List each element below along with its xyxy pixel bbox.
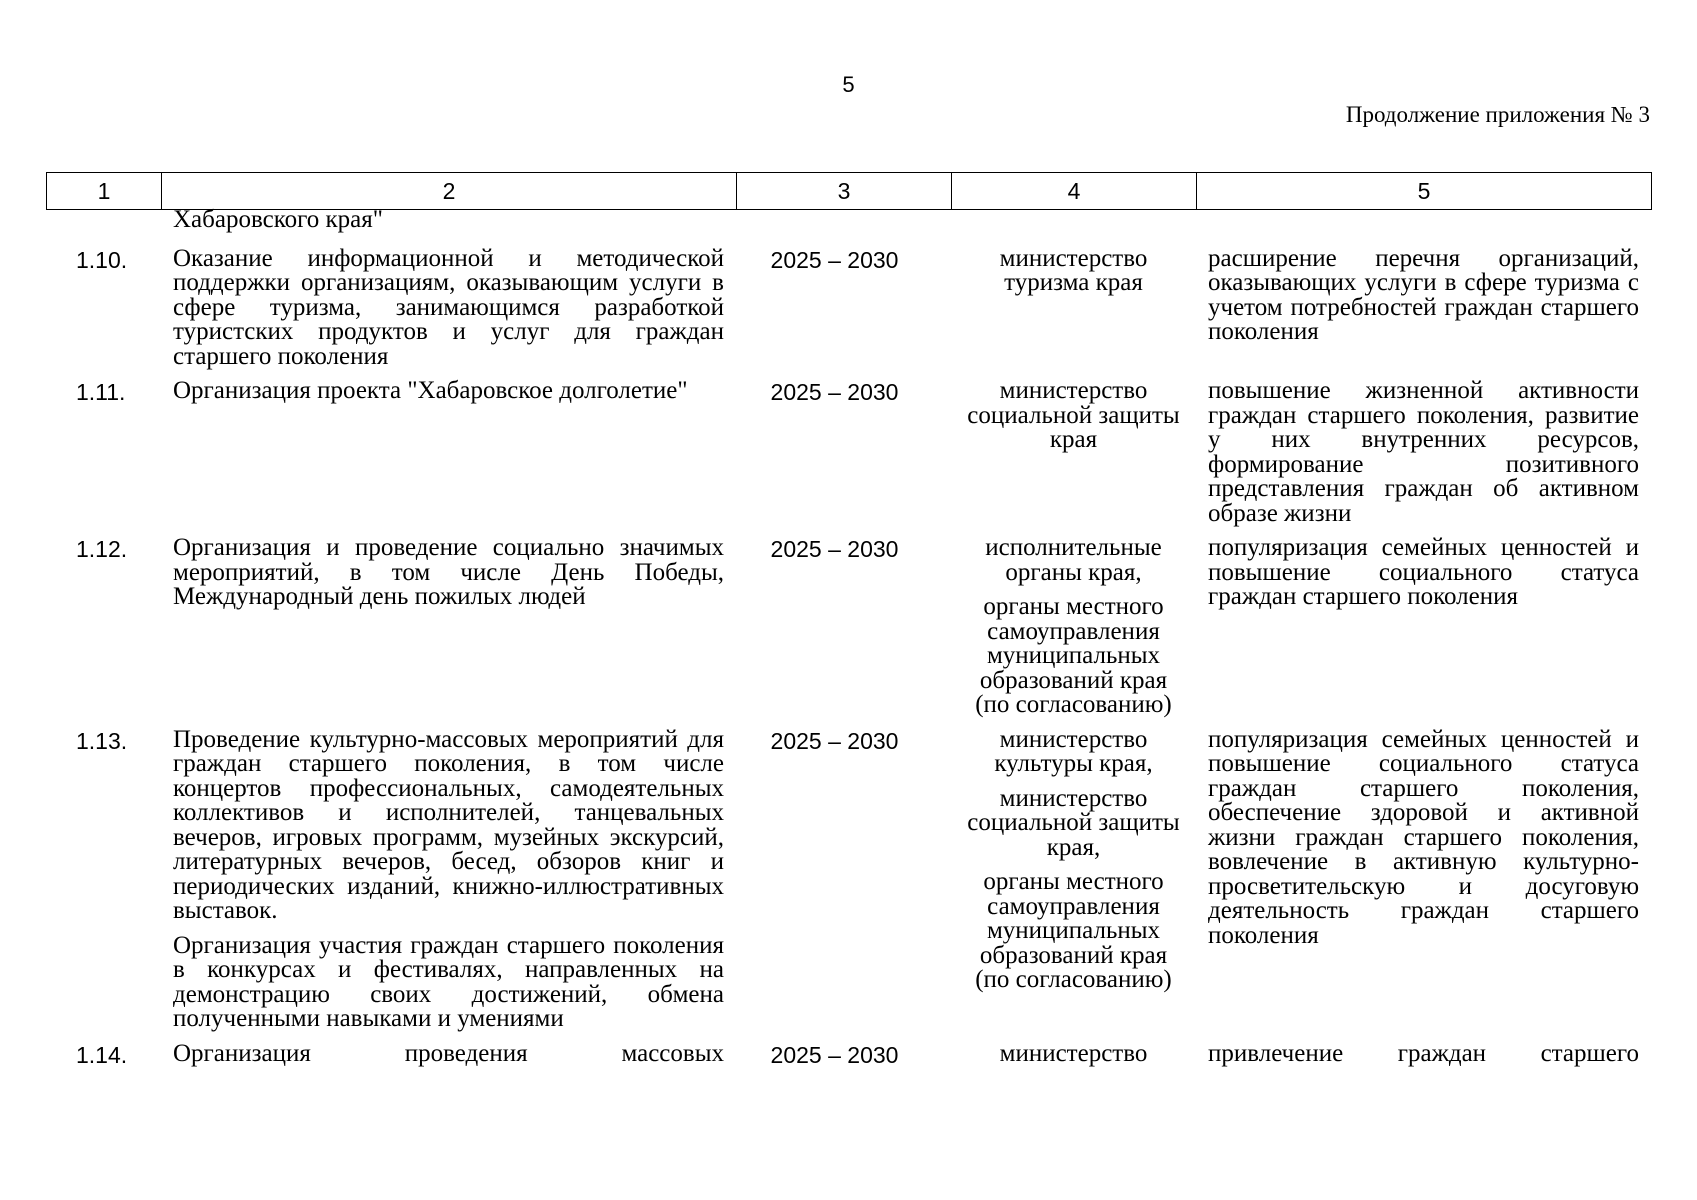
executor: министерство культуры края, [994,725,1153,777]
expected-result: популяризация семейных ценностей и повышение социального статуса граждан старшего поколения, обеспечение здоровой и активной жизни граждан старшего поколения, вовлечение в активную культурно-просветительскую и досуговую деятельность граждан старшего поколения [1208,725,1639,949]
table-row [46,536,1651,728]
continuation-label: Продолжение приложения № 3 [1345,102,1650,127]
table-row [46,244,1651,380]
row-number: 1.10. [76,246,128,273]
executors [951,379,1196,453]
period: 2025 – 2030 [770,379,899,405]
expected-result: расширение перечня организаций, оказывающих услуги в сфере туризма с учетом потребностей граждан старшего поколения [1208,244,1639,345]
description-paragraph: Организация участия граждан старшего поколения в конкурсах и фестивалях, направленных на демонстрацию своих достижений, обмена полученными навыками и умениями [173,931,724,1032]
executor: министерство [999,1039,1148,1067]
executors [951,725,1196,993]
expected-result: повышение жизненной активности граждан старшего поколения, развитие у них внутренних ресурсов, формирование позитивного представления граждан об активном образе жизни [1208,377,1639,527]
executors [951,536,1196,718]
period: 2025 – 2030 [770,246,899,273]
row-number: 1.12. [76,536,128,562]
description-paragraph: Организация и проведение социально значимых мероприятий, в том числе День Победы, Международный день пожилых людей [173,534,724,610]
table-row [46,1039,1651,1068]
measures-table-body [46,208,1651,1068]
header-col-2: 2 [162,173,737,210]
expected-result: привлечение граждан старшего [1208,1039,1639,1067]
executor: исполнительные органы края, [985,534,1162,586]
measure-description [161,1039,736,1067]
description-paragraph: Проведение культурно-массовых мероприятий для граждан старшего поколения, в том числе концертов профессиональных, самодеятельных коллективов и исполнителей, танцевальных вечеров, игровых программ, музейных экскурсий, литературных вечеров, бесед, обзоров книг и периодических изданий, книжно-иллюстративных выставок. [173,725,724,924]
description-paragraph: Оказание информационной и методической поддержки организациям, оказывающим услуги в сфере туризма, занимающимся разработкой туристских продуктов и услуг для граждан старшего поколения [173,244,724,370]
row-number: 1.11. [76,379,126,405]
column-number-header [46,172,1652,210]
expected-result: популяризация семейных ценностей и повышение социального статуса граждан старшего поколения [1208,534,1639,610]
measure-description [161,536,736,610]
executor: органы местного самоуправления муниципальных образований края (по согласованию) [975,868,1172,993]
table-row [46,725,1651,1042]
header-col-3: 3 [737,173,952,210]
measure-description: Хабаровского края" [173,206,383,233]
header-col-4: 4 [952,173,1197,210]
executor: министерство социальной защиты края, [967,784,1180,861]
description-paragraph: Организация проведения массовых [173,1039,724,1067]
executor: органы местного самоуправления муниципальных образований края (по согласованию) [975,593,1172,718]
measure-description [161,379,736,404]
header-col-1: 1 [47,173,162,210]
period: 2025 – 2030 [770,1041,899,1068]
executor: министерство социальной защиты края [967,377,1180,453]
executors [951,1039,1196,1067]
table-row [46,379,1651,536]
period: 2025 – 2030 [770,536,899,562]
executors [951,244,1196,296]
carryover-row [46,208,1651,247]
measure-description [161,244,736,370]
period: 2025 – 2030 [770,727,899,754]
header-row [47,173,1652,210]
row-number: 1.14. [76,1041,128,1068]
description-paragraph: Организация проекта "Хабаровское долголетие" [173,377,688,404]
page-number: 5 [842,72,855,97]
row-number: 1.13. [76,727,128,754]
header-col-5: 5 [1197,173,1652,210]
executor: министерство туризма края [999,244,1148,296]
measure-description [161,725,736,1032]
